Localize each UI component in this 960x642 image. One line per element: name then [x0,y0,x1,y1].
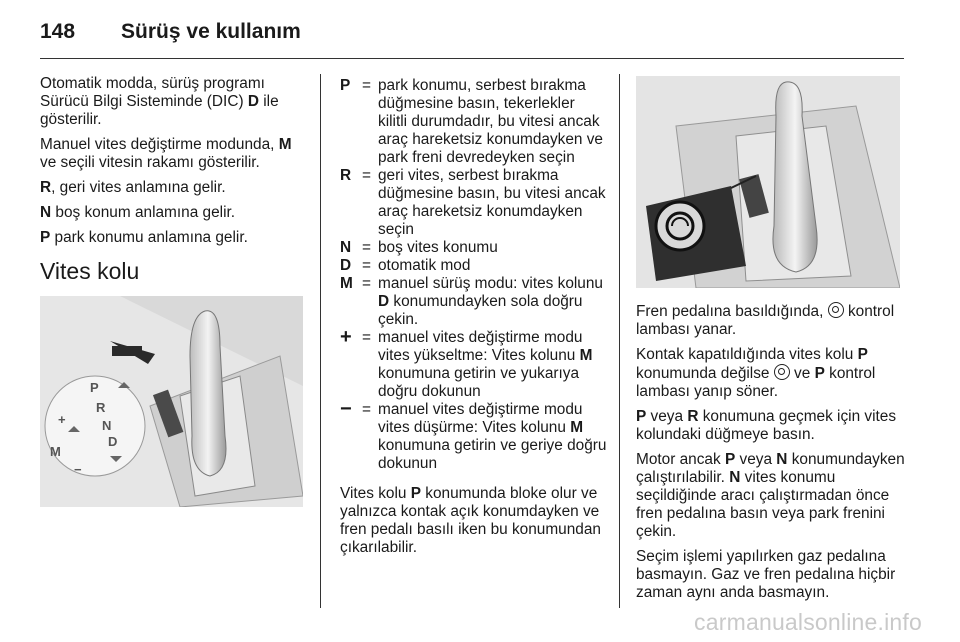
def-p: P = park konumu, serbest bırakma düğmesine basın, tekerlekler kilitli durumdadır, bu vitesi ancak araç hareketsiz konumdayken ve park freni devredeyken seçin [340,77,603,166]
def-m: M = manuel sürüş modu: vites kolunu D konumundayken sola doğru çekin. [340,275,603,328]
paragraph-warning: Seçim işlemi yapılırken gaz pedalına basmayın. Gaz ve fren pedalına hiçbir zaman aynı anda basmayın. [636,548,896,601]
paragraph-block: Vites kolu P konumunda bloke olur ve yalnızca kontak açık konumdayken ve fren pedalı basılı iken bu konumundan çıkarılabilir. [340,485,601,556]
fig-label-plus: + [58,412,66,427]
brake-indicator-illustration [636,76,900,288]
brake-indicator-figure [636,76,900,288]
def-r: R = geri vites, serbest bırakma düğmesine basın, bu vitesi ancak araç hareketsiz konumdayken seçin [340,167,606,238]
fig-label-r: R [96,400,106,415]
def-minus: − = manuel vites değiştirme modu vites düşürme: Vites kolunu M konumuna getirin ve geriye doğru dokunun [340,398,607,472]
column-divider-1 [320,74,321,608]
header-rule [40,58,904,59]
paragraph-button: P veya R konumuna geçmek için vites kolundaki düğmeye basın. [636,408,897,443]
def-d: D = otomatik mod [340,257,471,274]
gear-lever-figure [40,296,303,507]
paragraph-ignition: Kontak kapatıldığında vites kolu P konumunda değilse ve P kontrol lambası yanıp söner. [636,346,876,400]
paragraph-dic: Otomatik modda, sürüş programı Sürücü Bilgi Sisteminde (DIC) D ile gösterilir. [40,75,279,128]
paragraph-brake-lamp: Fren pedalına basıldığında, kontrol lambası yanar. [636,303,895,338]
fig-label-d: D [108,434,118,449]
brake-indicator-icon [774,364,790,380]
fig-label-m: M [50,444,61,459]
fig-label-p: P [90,380,99,395]
fig-label-minus: − [74,462,82,477]
fig-label-n: N [102,418,112,433]
paragraph-r: R, geri vites anlamına gelir. [40,179,226,196]
paragraph-manual: Manuel vites değiştirme modunda, M ve seçili vitesin rakamı gösterilir. [40,136,292,171]
section-heading: Vites kolu [40,258,140,284]
paragraph-p: P park konumu anlamına gelir. [40,229,248,246]
column-2 [340,77,608,564]
watermark: carmanualsonline.info [694,609,922,635]
column-divider-2 [619,74,620,608]
column-3 [636,302,906,609]
page-number: 148 [40,20,76,43]
gear-definitions [340,77,608,473]
def-plus: + = manuel vites değiştirme modu vites yükseltme: Vites kolunu M konumuna getirin ve yukarıya doğru dokunun [340,326,593,400]
paragraph-start: Motor ancak P veya N konumundayken çalıştırılabilir. N vites konumu seçildiğinde aracı çalıştırmadan önce fren pedalına basın veya park frenini çekin. [636,451,905,540]
paragraph-n: N boş konum anlamına gelir. [40,204,236,221]
brake-indicator-icon [828,302,844,318]
gear-lever-illustration [40,296,303,507]
column-1 [40,75,308,296]
page-header [40,20,301,44]
section-title: Sürüş ve kullanım [121,20,301,43]
def-n: N = boş vites konumu [340,239,498,256]
